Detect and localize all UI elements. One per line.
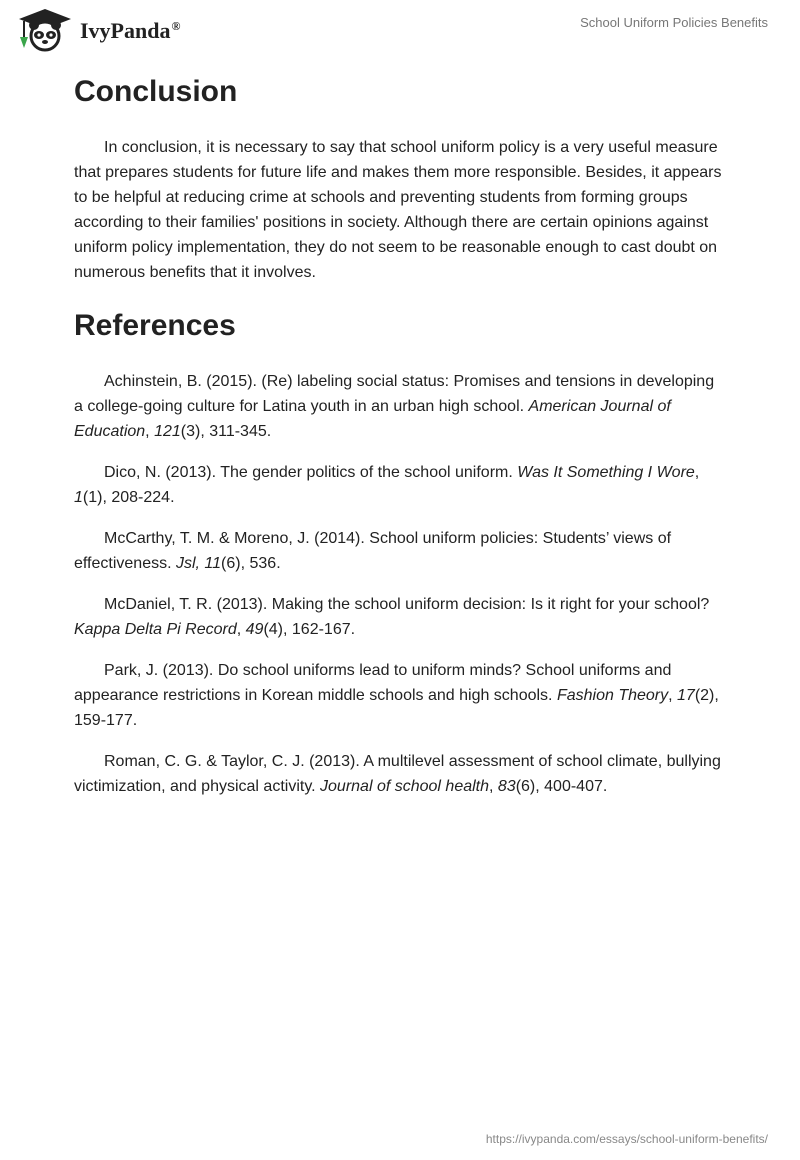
reference-item: Roman, C. G. & Taylor, C. J. (2013). A multilevel assessment of school climate, bullying victimization, and physical activity. Journal of school health, 83(6), 400-407. bbox=[74, 753, 721, 795]
reference-item: Achinstein, B. (2015). (Re) labeling social status: Promises and tensions in developing a college-going culture for Latina youth in an urban high school. American Journal of Education, 121(3), 311-345. bbox=[74, 373, 715, 440]
reference-item: McCarthy, T. M. & Moreno, J. (2014). School uniform policies: Students’ views of effectiveness. Jsl, 11(6), 536. bbox=[74, 530, 672, 572]
essay-content bbox=[74, 70, 726, 815]
source-url[interactable]: https://ivypanda.com/essays/school-uniform-benefits/ bbox=[485, 1132, 768, 1146]
reference-item: McDaniel, T. R. (2013). Making the school uniform decision: Is it right for your school? Kappa Delta Pi Record, 49(4), 162-167. bbox=[74, 596, 710, 638]
document-title: School Uniform Policies Benefits bbox=[580, 15, 768, 30]
conclusion-heading: Conclusion bbox=[74, 75, 238, 108]
panda-graduate-icon bbox=[16, 8, 74, 52]
brand-name: IvyPanda® bbox=[80, 18, 181, 43]
logo[interactable] bbox=[16, 8, 180, 52]
references-heading: References bbox=[74, 309, 236, 342]
reference-item: Park, J. (2013). Do school uniforms lead to uniform minds? School uniforms and appearance restrictions in Korean middle schools and high schools. Fashion Theory, 17(2), 159-177. bbox=[74, 662, 719, 729]
reference-item: Dico, N. (2013). The gender politics of the school uniform. Was It Something I Wore, 1(1), 208-224. bbox=[74, 464, 700, 506]
references-list bbox=[74, 369, 726, 799]
conclusion-paragraph: In conclusion, it is necessary to say that school uniform policy is a very useful measure that prepares students for future life and makes them more responsible. Besides, it appears to be helpful at reducing crime at schools and preventing students from forming groups according to their families' positions in society. Although there are certain opinions against uniform policy implementation, they do not seem to be reasonable enough to cast doubt on numerous benefits that it involves. bbox=[74, 139, 722, 281]
